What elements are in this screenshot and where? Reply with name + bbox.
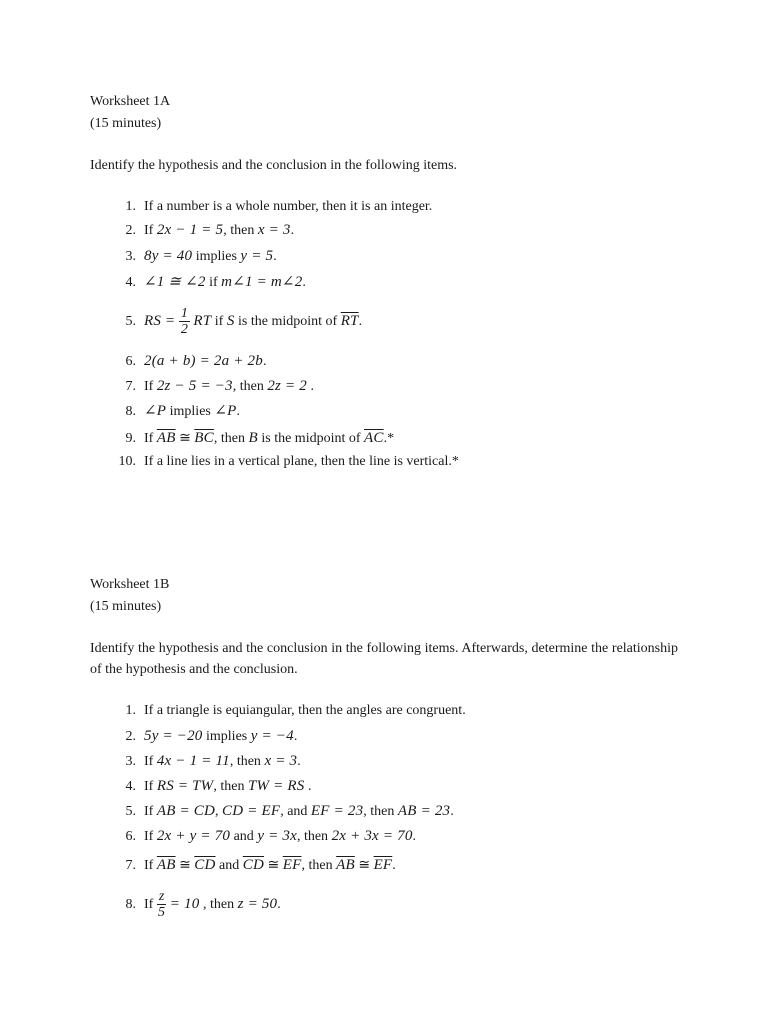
list-item: 9. If $\overline{AB}$ ≅ $\overline{BC}$, then B is the midpoint of $\overline{AC}.*$: [125, 430, 395, 446]
instructions: Identify the hypothesis and the conclusion in the following items.: [90, 158, 458, 173]
worksheet-title: Worksheet 1B: [90, 577, 170, 592]
list-item: 1. If a triangle is equiangular, then the angles are congruent.: [125, 703, 466, 718]
list-item: 5. If AB = CD, CD = EF, and EF = 23, then AB = 23.: [125, 803, 454, 819]
time-limit: (15 minutes): [90, 116, 162, 131]
list-item: 10. If a line lies in a vertical plane, then the line is vertical.*: [118, 454, 459, 469]
instructions: Identify the hypothesis and the conclusion in the following items. Afterwards, determine the relationship of the hypothesis and the conclusion.: [90, 641, 678, 677]
time-limit: (15 minutes): [90, 599, 162, 614]
list-item: 7. If $\overline{AB}$ ≅ $\overline{CD}$ and $\overline{CD}$ ≅ $\overline{EF}$, then $\overline{AB}$ ≅ $\overline{EF}$.: [125, 857, 396, 873]
list-item: 8. If $\frac{z}{5}$ = 10 , then z = 50.: [125, 889, 281, 921]
list-item: 6. 2(a + b) = 2a + 2b.: [125, 353, 267, 369]
list-item: 2. 5y = −20 implies y = −4.: [125, 728, 298, 744]
list-item: 6. If 2x + y = 70 and y = 3x, then 2x + 3x = 70.: [125, 828, 417, 844]
list-item: 3. 8y = 40 implies y = 5.: [125, 248, 277, 264]
list-item: 7. If 2z − 5 = −3, then 2z = 2 .: [125, 378, 315, 394]
list-item: 4. If RS = TW, then TW = RS .: [125, 778, 312, 794]
list-item: 2. If 2x − 1 = 5, then x = 3.: [125, 222, 295, 238]
fraction: $\frac{1}{2}$: [180, 306, 188, 338]
list-item: 1. If a number is a whole number, then it is an integer.: [125, 199, 433, 214]
list-item: 8. ∠P implies ∠P.: [125, 403, 241, 419]
list-item: 4. ∠1 ≅ ∠2 if m∠1 = m∠2.: [125, 274, 306, 290]
list-item: 5. RS = $\frac{1}{2}$ RT if S is the midpoint of $\overline{RT}$.: [125, 306, 363, 338]
worksheet-title: Worksheet 1A: [90, 94, 171, 109]
list-item: 3. If 4x − 1 = 11, then x = 3.: [125, 753, 301, 769]
fraction: $\frac{z}{5}$: [158, 889, 166, 921]
